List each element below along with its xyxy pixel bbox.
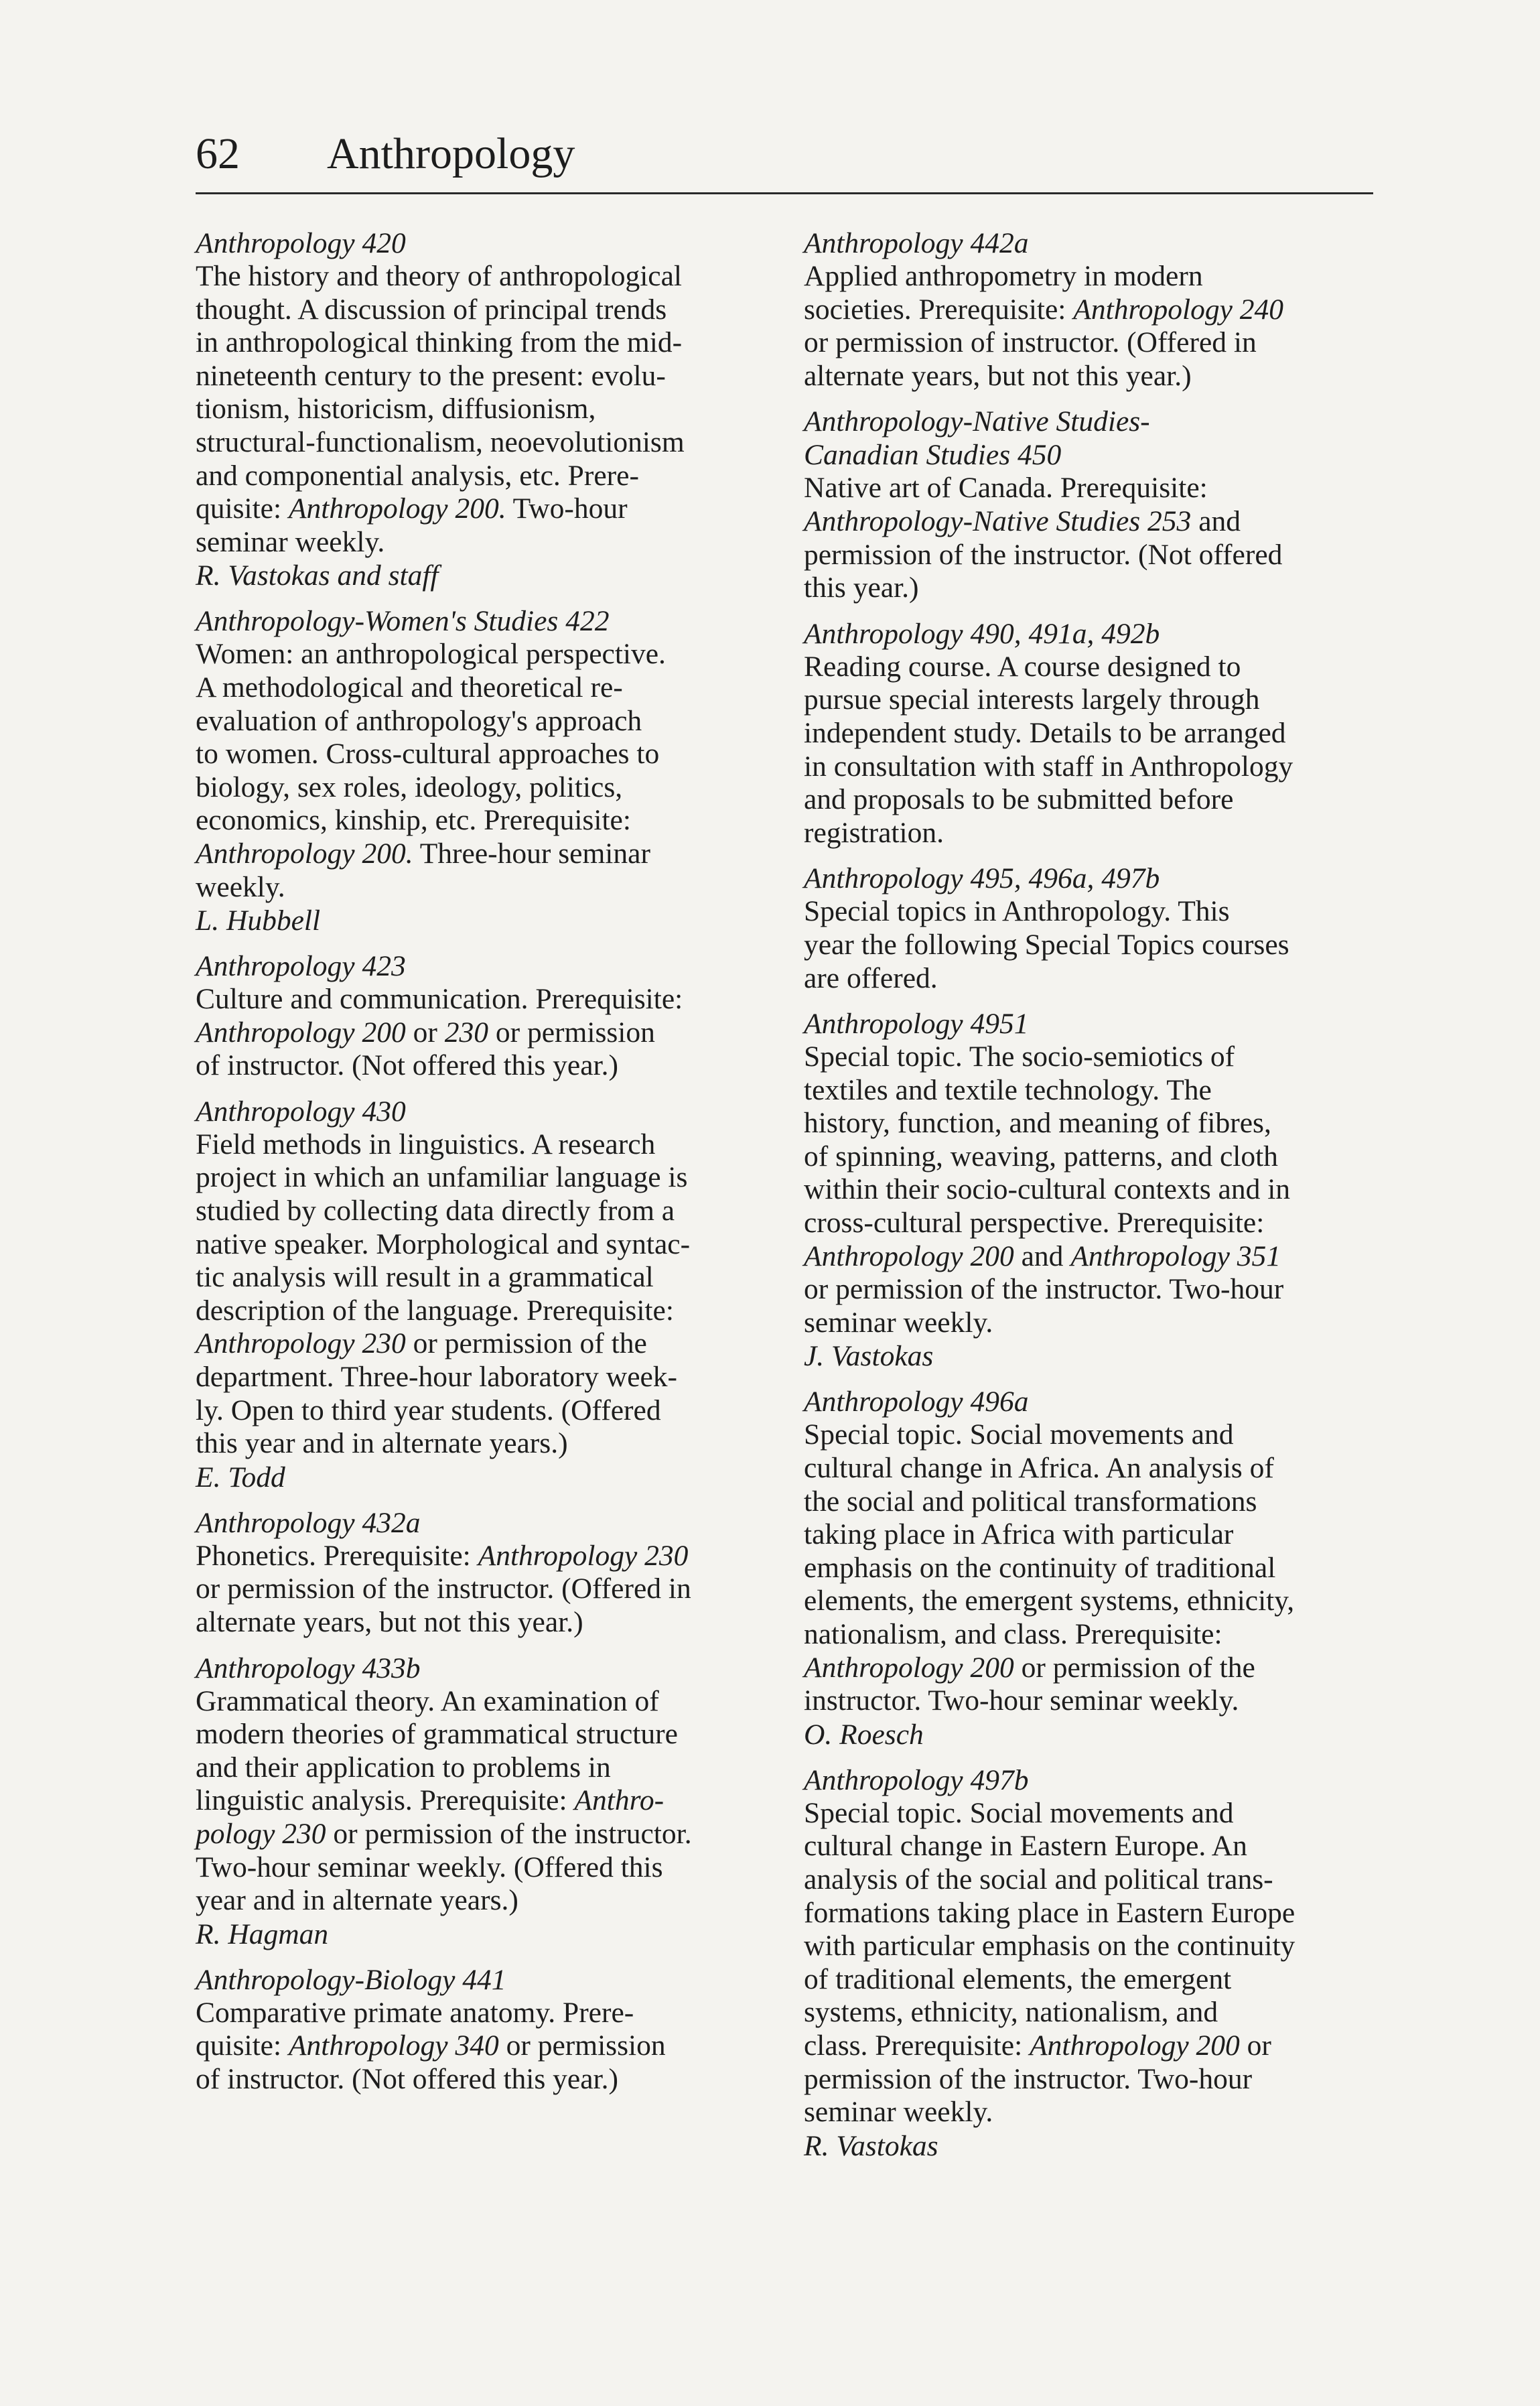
course-entry <box>196 1506 772 1640</box>
course-entry <box>804 1007 1380 1373</box>
page-header <box>196 115 1373 194</box>
course-heading: Anthropology 423 <box>196 950 406 983</box>
right-column <box>804 226 1380 2175</box>
course-entry <box>804 1763 1380 2163</box>
course-entry <box>804 1385 1380 1751</box>
left-column <box>196 226 772 2109</box>
course-reference: 230 <box>444 1016 488 1049</box>
course-heading: Anthropology 432a <box>196 1506 421 1539</box>
course-heading: Anthropology-Biology 441 <box>196 1963 506 1996</box>
course-reference: Anthropology 340 <box>288 2029 499 2062</box>
course-reference: Anthropology 351 <box>1070 1240 1281 1272</box>
course-description: Grammatical theory. An examination of modern theories of grammatical structure and their application to problems in linguistic analysis. Prerequisite: Anthro- pology 230 or permission of the instructor. Two-hour seminar weekly. (Offered this year and in alternate years.) <box>196 1684 692 1917</box>
course-heading: Anthropology-Women's Studies 422 <box>196 605 610 638</box>
course-description: Special topic. Social movements and cultural change in Africa. An analysis of the social and political transformations taking place in Africa with particular emphasis on the continuity of traditional elements, the emergent systems, ethnicity, nationalism, and class. Prerequisite: Anthropology 200 or permission of the instructor. Two-hour seminar weekly. <box>804 1418 1295 1717</box>
course-reference: Anthro- <box>574 1784 664 1817</box>
course-heading: Anthropology 430 <box>196 1095 406 1128</box>
section-title: Anthropology <box>327 129 575 178</box>
course-entry <box>196 1652 772 1951</box>
course-description: Applied anthropometry in modern societies. Prerequisite: Anthropology 240 or permission of instructor. (Offered in alternate years, but not this year.) <box>804 260 1284 392</box>
course-instructor: O. Roesch <box>804 1718 924 1751</box>
course-description: The history and theory of anthropological thought. A discussion of principal trends in anthropological thinking from the mid- nineteenth century to the present: evolu- tionism, historicism, diffusionism, structural-functionalism, neoevolutionism and componential analysis, etc. Prere- quisite: Anthropology 200. Two-hour seminar weekly. <box>196 260 685 558</box>
course-heading: Anthropology 442a <box>804 227 1029 259</box>
course-description: Women: an anthropological perspective. A methodological and theoretical re- evaluation of anthropology's approach to women. Cross-cultural approaches to biology, sex roles, ideology, politics, economics, kinship, etc. Prerequisite: Anthropology 200. Three-hour seminar weekly. <box>196 638 666 903</box>
course-heading: Anthropology 433b <box>196 1652 421 1684</box>
course-heading: Anthropology-Native Studies- Canadian Studies 450 <box>804 405 1150 472</box>
course-reference: Anthropology 200 <box>804 1240 1014 1272</box>
course-heading: Anthropology 4951 <box>804 1008 1029 1041</box>
course-reference: pology 230 <box>196 1817 326 1850</box>
course-instructor: L. Hubbell <box>196 905 321 937</box>
course-description: Reading course. A course designed to pursue special interests largely through independent study. Details to be arranged in consultation with staff in Anthropology and proposals to be submitted before registration. <box>804 650 1293 849</box>
course-entry <box>196 226 772 592</box>
course-entry <box>804 862 1380 995</box>
course-description: Field methods in linguistics. A research project in which an unfamiliar language is studied by collecting data directly from a native speaker. Morphological and syntac- tic analysis will result in a grammatical description of the language. Prerequisite: Anthropology 230 or permission of the department. Three-hour laboratory week- ly. Open to third year students. (Offered this year and in alternate years.) <box>196 1128 691 1460</box>
course-heading: Anthropology 490, 491a, 492b <box>804 617 1160 650</box>
course-entry <box>196 604 772 937</box>
course-entry <box>196 949 772 1083</box>
course-reference: Anthropology 230 <box>196 1327 406 1360</box>
course-reference: Anthropology-Native Studies 253 <box>804 505 1192 537</box>
course-reference: Anthropology 200 <box>1030 2029 1240 2062</box>
course-entry <box>804 405 1380 604</box>
course-reference: Anthropology 230 <box>478 1539 689 1572</box>
course-entry <box>804 226 1380 393</box>
page-number: 62 <box>196 129 240 178</box>
course-reference: Anthropology 200. <box>196 837 413 870</box>
course-description: Comparative primate anatomy. Prere- quisite: Anthropology 340 or permission of instructor. (Not offered this year.) <box>196 1996 666 2095</box>
course-entry <box>804 617 1380 850</box>
course-entry <box>196 1095 772 1494</box>
course-instructor: R. Hagman <box>196 1918 329 1950</box>
course-reference: Anthropology 200 <box>804 1651 1014 1684</box>
course-entry <box>196 1963 772 2096</box>
course-heading: Anthropology 495, 496a, 497b <box>804 862 1160 895</box>
course-description: Special topic. Social movements and cultural change in Eastern Europe. An analysis of the social and political trans- formations taking place in Eastern Europe with particular emphasis on the continuity of traditional elements, the emergent systems, ethnicity, nationalism, and class. Prerequisite: Anthropology 200 or permission of the instructor. Two-hour seminar weekly. <box>804 1796 1296 2129</box>
course-description: Native art of Canada. Prerequisite: Anthropology-Native Studies 253 and permission of the instructor. (Not offered this year.) <box>804 472 1283 604</box>
course-description: Phonetics. Prerequisite: Anthropology 230 or permission of the instructor. (Offered in alternate years, but not this year.) <box>196 1539 691 1638</box>
course-reference: Anthropology 240 <box>1073 293 1284 326</box>
course-reference: Anthropology 200. <box>288 492 506 525</box>
course-description: Special topic. The socio-semiotics of textiles and textile technology. The history, function, and meaning of fibres, of spinning, weaving, patterns, and cloth within their socio-cultural contexts and in cross-cultural perspective. Prerequisite: Anthropology 200 and Anthropology 351 or permission of the instructor. Two-hour seminar weekly. <box>804 1041 1291 1339</box>
course-heading: Anthropology 496a <box>804 1386 1029 1418</box>
course-description: Culture and communication. Prerequisite: Anthropology 200 or 230 or permission of instructor. (Not offered this year.) <box>196 983 683 1082</box>
course-reference: Anthropology 200 <box>196 1016 406 1049</box>
course-instructor: E. Todd <box>196 1461 285 1493</box>
course-instructor: R. Vastokas <box>804 2129 938 2162</box>
course-heading: Anthropology 497b <box>804 1763 1029 1796</box>
course-heading: Anthropology 420 <box>196 227 406 259</box>
course-instructor: J. Vastokas <box>804 1340 934 1373</box>
course-description: Special topics in Anthropology. This year the following Special Topics courses are offered. <box>804 895 1289 994</box>
course-instructor: R. Vastokas and staff <box>196 559 439 592</box>
